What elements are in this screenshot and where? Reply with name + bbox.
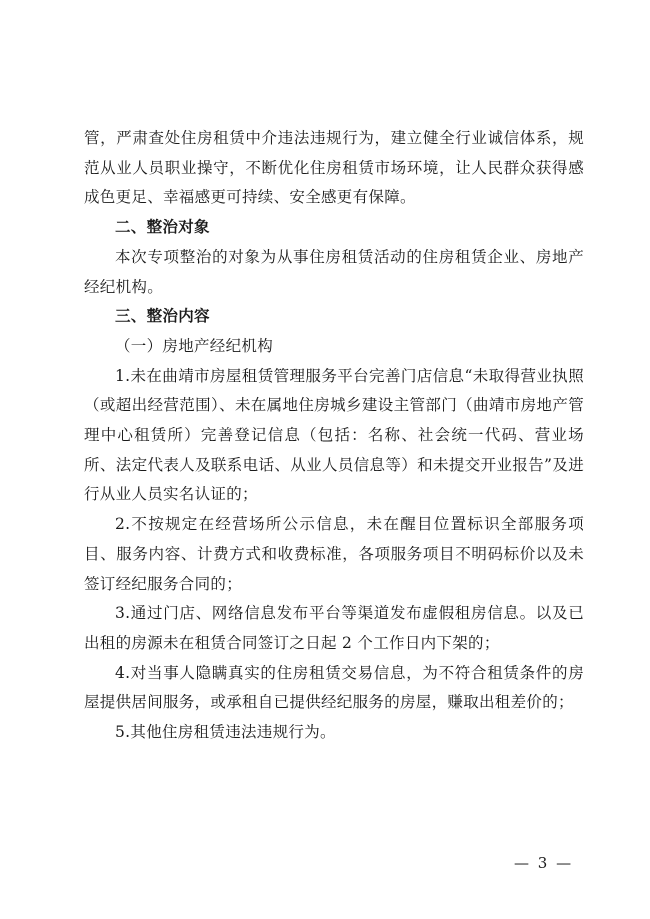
subsection-heading-agencies: （一）房地产经纪机构 <box>115 336 274 355</box>
list-item-1: 1.未在曲靖市房屋租赁管理服务平台完善门店信息“未取得营业执照（或超出经营范围）、未在属地住房城乡建设主管部门（曲靖市房地产管理中心租赁所）完善登记信息（包括：名称、社会统一代码、营业场所、法定代表人及联系电话、从业人员信息等）和未提交开业报告”及进行从业人员实名认证的； <box>84 366 584 504</box>
list-item-5: 5.其他住房租赁违法违规行为。 <box>115 723 336 742</box>
list-item-3: 3.通过门店、网络信息发布平台等渠道发布虚假租房信息。以及已出租的房源未在租赁合同签订之日起 2 个工作日内下架的； <box>84 604 584 652</box>
list-item-2: 2.不按规定在经营场所公示信息，未在醒目位置标识全部服务项目、服务内容、计费方式和收费标准，各项服务项目不明码标价以及未签订经纪服务合同的； <box>84 515 584 593</box>
page-number: — 3 — <box>514 854 574 872</box>
paragraph-targets: 本次专项整治的对象为从事住房租赁活动的住房租赁企业、房地产经纪机构。 <box>84 247 584 296</box>
paragraph-continuation: 管，严肃查处住房租赁中介违法违规行为，建立健全行业诚信体系，规范从业人员职业操守，不断优化住房租赁市场环境，让人民群众获得感成色更足、幸福感更可持续、安全感更有保障。 <box>84 129 584 207</box>
document-body <box>84 124 584 748</box>
section-heading-contents: 三、整治内容 <box>115 307 210 326</box>
list-item-4: 4.对当事人隐瞒真实的住房租赁交易信息，为不符合租赁条件的房屋提供居间服务，或承租自已提供经纪服务的房屋，赚取出租差价的； <box>84 663 584 712</box>
section-heading-targets: 二、整治对象 <box>115 218 210 237</box>
